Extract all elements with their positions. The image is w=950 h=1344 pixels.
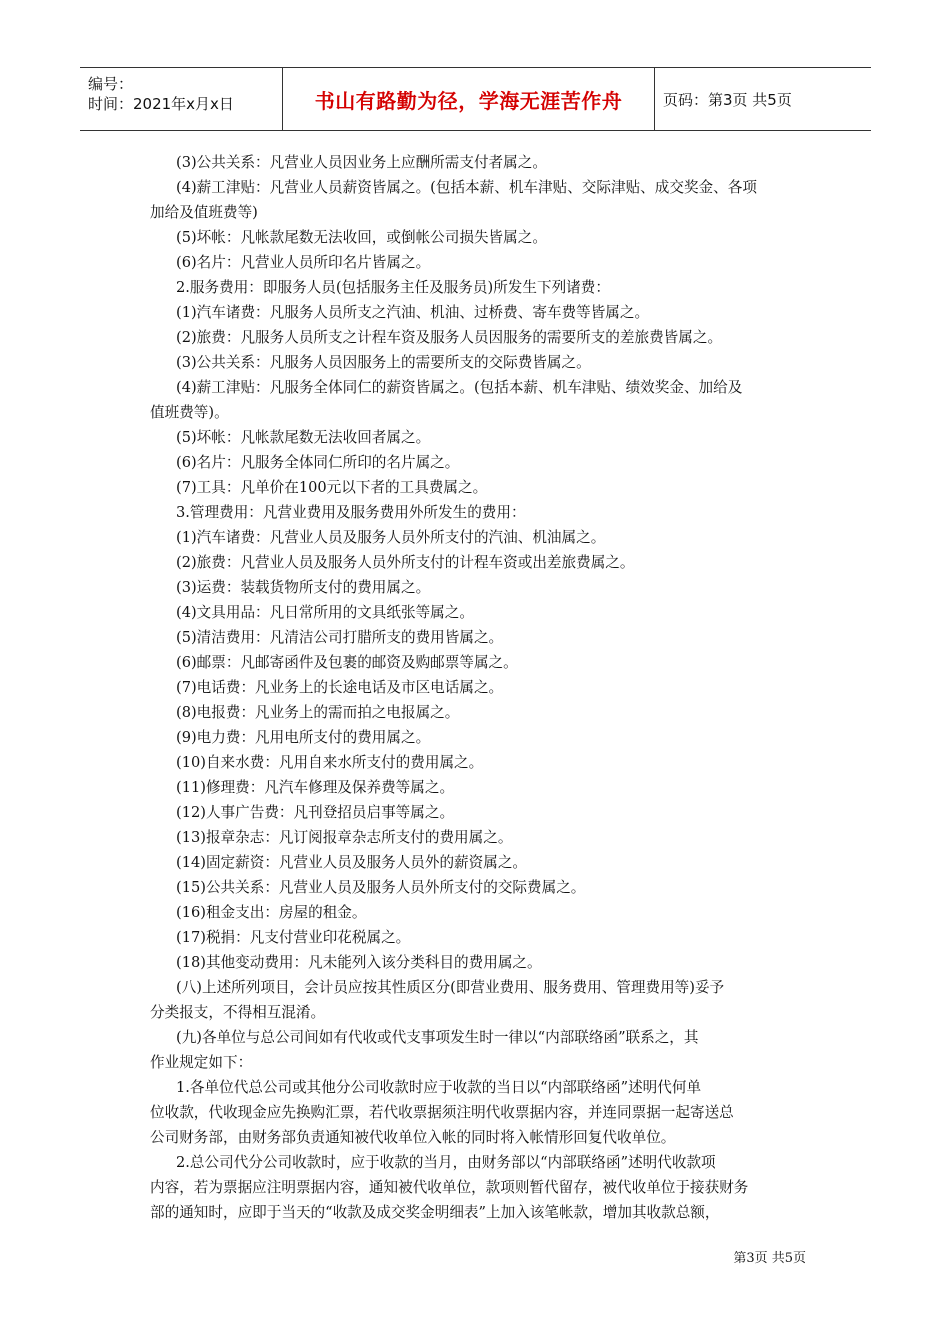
text-line: (2)旅费：凡营业人员及服务人员外所支付的计程车资或出差旅费属之。 <box>176 554 635 571</box>
text-line: (16)租金支出：房屋的租金。 <box>176 904 367 921</box>
text-line: 作业规定如下： <box>150 1054 253 1071</box>
text-line: 2.服务费用：即服务人员(包括服务主任及服务员)所发生下列诸费： <box>176 279 610 296</box>
text-line: (4)薪工津贴：凡营业人员薪资皆属之。(包括本薪、机车津贴、交际津贴、成交奖金、各项 <box>176 179 757 196</box>
text-line: (12)人事广告费：凡刊登招员启事等属之。 <box>176 804 455 821</box>
text-line: (7)工具：凡单价在100元以下者的工具费属之。 <box>176 479 488 496</box>
text-line: 部的通知时，应即于当天的“收款及成交奖金明细表”上加入该笔帐款，增加其收款总额， <box>150 1204 720 1221</box>
text-line: (13)报章杂志：凡订阅报章杂志所支付的费用属之。 <box>176 829 513 846</box>
text-line: (6)名片：凡营业人员所印名片皆属之。 <box>176 254 431 271</box>
text-line: (7)电话费：凡业务上的长途电话及市区电话属之。 <box>176 679 504 696</box>
text-line: 公司财务部，由财务部负责通知被代收单位入帐的同时将入帐情形回复代收单位。 <box>150 1129 676 1146</box>
text-line: 位收款，代收现金应先换购汇票，若代收票据须注明代收票据内容，并连同票据一起寄送总 <box>150 1104 734 1121</box>
text-line: (17)税捐：凡支付营业印花税属之。 <box>176 929 411 946</box>
page-header <box>80 67 871 131</box>
header-info <box>80 68 283 130</box>
text-line: (6)名片：凡服务全体同仁所印的名片属之。 <box>176 454 460 471</box>
text-line: 内容，若为票据应注明票据内容，通知被代收单位，款项则暂代留存，被代收单位于接获财务 <box>150 1179 749 1196</box>
text-line: 1.各单位代总公司或其他分公司收款时应于收款的当日以“内部联络函”述明代何单 <box>176 1079 702 1096</box>
text-line: (3)公共关系：凡营业人员因业务上应酬所需支付者属之。 <box>176 154 547 171</box>
text-line: (九)各单位与总公司间如有代收或代支事项发生时一律以“内部联络函”联系之，其 <box>176 1029 699 1046</box>
text-line: 2.总公司代分公司收款时，应于收款的当月，由财务部以“内部联络函”述明代收款项 <box>176 1154 716 1171</box>
header-page-cell <box>655 68 871 130</box>
text-line: (4)薪工津贴：凡服务全体同仁的薪资皆属之。(包括本薪、机车津贴、绩效奖金、加给及 <box>176 379 743 396</box>
text-line: (6)邮票：凡邮寄函件及包裹的邮资及购邮票等属之。 <box>176 654 518 671</box>
document-date: 时间：2021年x月x日 <box>88 95 234 113</box>
document-body <box>150 150 815 1225</box>
text-line: (9)电力费：凡用电所支付的费用属之。 <box>176 729 431 746</box>
text-line: (2)旅费：凡服务人员所支之计程车资及服务人员因服务的需要所支的差旅费皆属之。 <box>176 329 723 346</box>
header-motto: 书山有路勤为径，学海无涯苦作舟 <box>314 88 623 113</box>
text-line: (4)文具用品：凡日常所用的文具纸张等属之。 <box>176 604 474 621</box>
text-line: (15)公共关系：凡营业人员及服务人员外所支付的交际费属之。 <box>176 879 586 896</box>
text-line: 加给及值班费等) <box>150 204 258 221</box>
text-line: (11)修理费：凡汽车修理及保养费等属之。 <box>176 779 455 796</box>
header-page-number: 页码：第3页 共5页 <box>663 90 792 109</box>
text-line: (5)坏帐：凡帐款尾数无法收回者属之。 <box>176 429 431 446</box>
header-motto-cell <box>283 68 655 130</box>
document-number-label: 编号： <box>88 75 134 93</box>
text-line: (1)汽车诸费：凡营业人员及服务人员外所支付的汽油、机油属之。 <box>176 529 606 546</box>
text-line: (5)清洁费用：凡清洁公司打腊所支的费用皆属之。 <box>176 629 504 646</box>
text-line: (10)自来水费：凡用自来水所支付的费用属之。 <box>176 754 484 771</box>
text-line: 3.管理费用：凡营业费用及服务费用外所发生的费用： <box>176 504 526 521</box>
text-line: (8)电报费：凡业务上的需而拍之电报属之。 <box>176 704 460 721</box>
text-line: (5)坏帐：凡帐款尾数无法收回，或倒帐公司损失皆属之。 <box>176 229 547 246</box>
text-line: 分类报支，不得相互混淆。 <box>150 1004 326 1021</box>
text-line: 值班费等)。 <box>150 404 229 421</box>
text-line: (18)其他变动费用：凡未能列入该分类科目的费用属之。 <box>176 954 542 971</box>
text-line: (1)汽车诸费：凡服务人员所支之汽油、机油、过桥费、寄车费等皆属之。 <box>176 304 650 321</box>
text-line: (3)运费：装载货物所支付的费用属之。 <box>176 579 431 596</box>
text-line: (3)公共关系：凡服务人员因服务上的需要所支的交际费皆属之。 <box>176 354 591 371</box>
text-line: (14)固定薪资：凡营业人员及服务人员外的薪资属之。 <box>176 854 528 871</box>
footer-page-number: 第3页 共5页 <box>733 1251 806 1266</box>
text-line: (八)上述所列项目，会计员应按其性质区分(即营业费用、服务费用、管理费用等)妥予 <box>176 979 725 996</box>
